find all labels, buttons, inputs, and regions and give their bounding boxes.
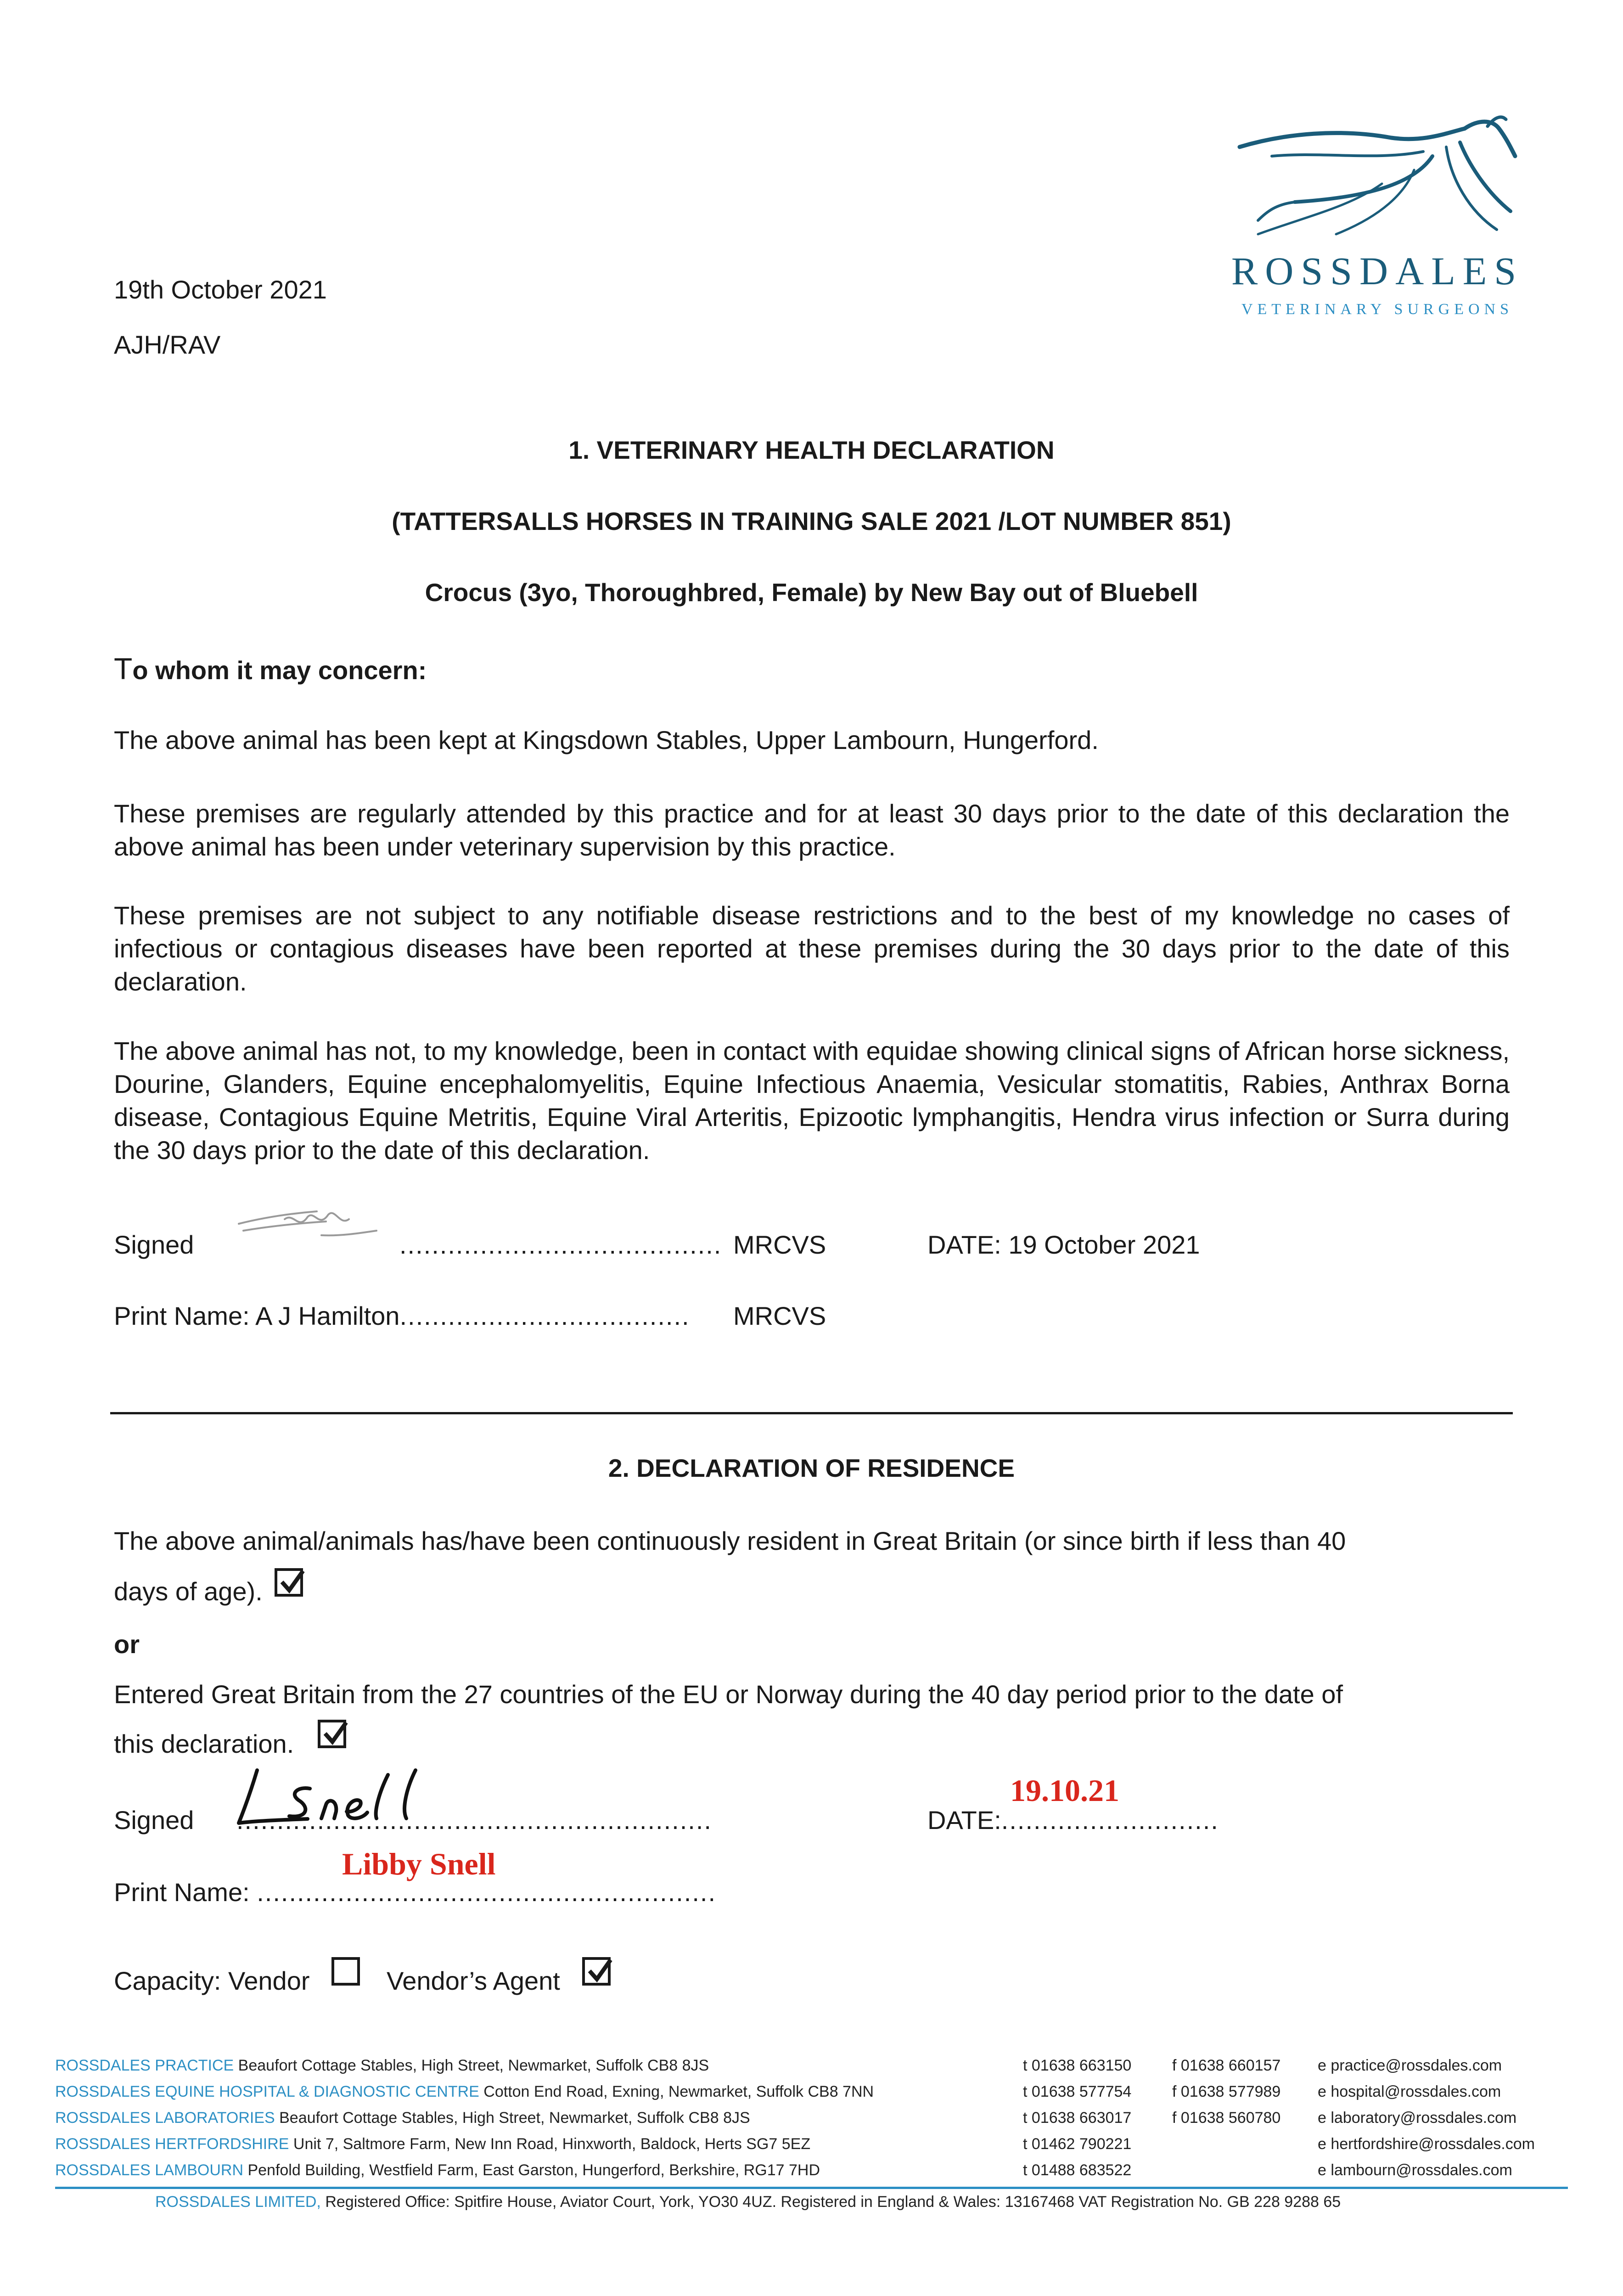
print-name-label-2: Print Name: [114, 1878, 250, 1907]
footer-registered-text: Registered Office: Spitfire House, Aviator Court, York, YO30 4UZ. Registered in England & Wales: 13167468 VAT Registration No. GB 228 9288 65 [320, 2193, 1341, 2211]
footer-laboratories-fax [1172, 2109, 1280, 2127]
print-name-1 [114, 1300, 690, 1333]
date-field-2 [927, 1804, 1219, 1837]
footer-divider [55, 2187, 1568, 2189]
mrcvs-2: MRCVS [733, 1301, 826, 1330]
salutation-initial: T [114, 652, 133, 686]
footer-email-link[interactable]: e hertfordshire@rossdales.com [1318, 2135, 1535, 2153]
footer-tel[interactable]: t 01638 663150 [1023, 2057, 1132, 2074]
footer-email-link[interactable]: e hospital@rossdales.com [1318, 2083, 1501, 2100]
footer-practice-email [1318, 2056, 1502, 2075]
footer-laboratories-tel [1023, 2109, 1131, 2127]
footer-tel[interactable]: t 01462 790221 [1023, 2135, 1132, 2153]
footer-tel[interactable]: t 01638 577754 [1023, 2083, 1132, 2100]
paragraph-notifiable-disease: These premises are not subject to any notifiable disease restrictions and to the best of my knowledge no cases of infectious or contagious diseases have been reported at these premises during the 30 days prior to the date of this declaration. [114, 901, 1510, 996]
print-name-label-1: Print Name: A J Hamilton [114, 1301, 400, 1330]
paragraph-kept-at: The above animal has been kept at Kingsdown Stables, Upper Lambourn, Hungerford. [114, 726, 1099, 754]
footer-tel[interactable]: t 01488 683522 [1023, 2161, 1132, 2179]
footer-hospital-tel [1023, 2082, 1131, 2101]
declaration-date-1: DATE: 19 October 2021 [927, 1230, 1200, 1259]
footer-hospital-address: Cotton End Road, Exning, Newmarket, Suffolk CB8 7NN [479, 2083, 874, 2100]
footer-hertfordshire-email [1318, 2135, 1535, 2153]
vendors-agent-checkbox[interactable] [582, 1957, 611, 1986]
footer-email-link[interactable]: e lambourn@rossdales.com [1318, 2161, 1512, 2179]
footer-row-hertfordshire [55, 2135, 810, 2153]
residence-option1-line2: days of age). [114, 1577, 263, 1606]
date-dots-2: ........................... [1001, 1806, 1219, 1835]
footer-practice-fax [1172, 2056, 1280, 2075]
footer-fax[interactable]: f 01638 660157 [1172, 2057, 1281, 2074]
section-divider [110, 1412, 1513, 1414]
footer-laboratories-name: ROSSDALES LABORATORIES [55, 2109, 275, 2127]
footer-hospital-fax [1172, 2082, 1280, 2101]
paragraph-supervision: These premises are regularly attended by this practice and for at least 30 days prior to the date of this declaration the above animal has been under veterinary supervision by this practice. [114, 799, 1510, 861]
option2-checkbox[interactable] [318, 1720, 346, 1748]
logo-tagline: VETERINARY SURGEONS [1241, 301, 1514, 318]
footer-hertfordshire-tel [1023, 2135, 1131, 2153]
footer-lambourn-tel [1023, 2161, 1131, 2179]
vendors-agent-label: Vendor’s Agent [387, 1966, 560, 1995]
checkmark-icon [321, 1720, 349, 1747]
horse-logo-icon [1230, 115, 1524, 253]
letter-ref: AJH/RAV [114, 330, 221, 359]
footer-fax[interactable]: f 01638 560780 [1172, 2109, 1281, 2127]
section1-heading: 1. VETERINARY HEALTH DECLARATION [568, 436, 1055, 464]
section1-subheading: (TATTERSALLS HORSES IN TRAINING SALE 2021 /LOT NUMBER 851) [392, 507, 1231, 535]
vet-signature-icon [230, 1203, 395, 1249]
footer-practice-name: ROSSDALES PRACTICE [55, 2057, 234, 2074]
letter-date: 19th October 2021 [114, 275, 327, 304]
residence-option2-line1: Entered Great Britain from the 27 countries of the EU or Norway during the 40 day period prior to the date of [114, 1680, 1343, 1709]
footer-hertfordshire-name: ROSSDALES HERTFORDSHIRE [55, 2135, 289, 2153]
paragraph-contact-equidae: The above animal has not, to my knowledge, been in contact with equidae showing clinical signs of African horse sickness, Dourine, Glanders, Equine encephalomyelitis, Equine Infectious Anaemia, Vesicular stomatitis, Rabies, Anthrax Borna disease, Contagious Equine Metritis, Equine Viral Arteritis, Epizootic lymphangitis, Hendra virus infection or Surra during the 30 days prior to the date of this declaration. [114, 1036, 1510, 1165]
logo-name: ROSSDALES [1231, 249, 1524, 293]
checkmark-icon [586, 1957, 613, 1985]
salutation-rest: o whom it may concern: [132, 656, 427, 685]
footer-row-hospital [55, 2082, 874, 2101]
footer-hospital-email [1318, 2082, 1501, 2101]
capacity-vendor-label: Capacity: Vendor [114, 1966, 310, 1995]
signed-label-1: Signed [114, 1230, 194, 1259]
footer-practice-address: Beaufort Cottage Stables, High Street, Newmarket, Suffolk CB8 8JS [234, 2057, 709, 2074]
footer-hospital-name: ROSSDALES EQUINE HOSPITAL & DIAGNOSTIC CENTRE [55, 2083, 479, 2100]
footer-lambourn-name: ROSSDALES LAMBOURN [55, 2161, 243, 2179]
horse-description: Crocus (3yo, Thoroughbred, Female) by New Bay out of Bluebell [425, 578, 1198, 607]
footer-laboratories-address: Beaufort Cottage Stables, High Street, Newmarket, Suffolk CB8 8JS [275, 2109, 750, 2127]
footer-lambourn-email [1318, 2161, 1512, 2179]
signed-dots-1: ........................................ [399, 1230, 722, 1259]
salutation [114, 652, 427, 687]
checkmark-icon [278, 1568, 306, 1596]
footer-tel[interactable]: t 01638 663017 [1023, 2109, 1132, 2127]
footer-lambourn-address: Penfold Building, Westfield Farm, East Garston, Hungerford, Berkshire, RG17 7HD [243, 2161, 820, 2179]
footer-fax[interactable]: f 01638 577989 [1172, 2083, 1281, 2100]
option1-checkbox[interactable] [275, 1568, 303, 1597]
print-dots-1: .................................... [399, 1301, 690, 1330]
residence-option2-line2: this declaration. [114, 1729, 294, 1758]
footer-email-link[interactable]: e practice@rossdales.com [1318, 2057, 1502, 2074]
or-separator: or [114, 1630, 140, 1659]
signed-label-2: Signed [114, 1806, 194, 1835]
footer-row-practice [55, 2056, 709, 2075]
vendor-checkbox[interactable] [331, 1957, 360, 1986]
footer-practice-tel [1023, 2056, 1131, 2075]
footer-row-lambourn [55, 2161, 820, 2179]
rossdales-logo [1212, 115, 1533, 335]
print-dots-2: ......................................................... [257, 1878, 717, 1907]
footer-hertfordshire-address: Unit 7, Saltmore Farm, New Inn Road, Hinxworth, Baldock, Herts SG7 5EZ [289, 2135, 811, 2153]
print-name-value: Libby Snell [342, 1846, 496, 1881]
residence-option1-line1: The above animal/animals has/have been continuously resident in Great Britain (or since birth if less than 40 [114, 1526, 1346, 1555]
print-name-2 [114, 1876, 716, 1909]
footer-row-laboratories [55, 2109, 750, 2127]
footer-email-link[interactable]: e laboratory@rossdales.com [1318, 2109, 1517, 2127]
footer-registered [155, 2193, 1341, 2211]
section2-heading: 2. DECLARATION OF RESIDENCE [608, 1454, 1015, 1482]
signed-dots-2: ........................................................... [236, 1806, 712, 1835]
date-label-2: DATE: [927, 1806, 1001, 1835]
footer-laboratories-email [1318, 2109, 1516, 2127]
footer-registered-name: ROSSDALES LIMITED, [155, 2193, 321, 2211]
declaration-date-value: 19.10.21 [1010, 1773, 1119, 1808]
mrcvs-1: MRCVS [733, 1230, 826, 1259]
